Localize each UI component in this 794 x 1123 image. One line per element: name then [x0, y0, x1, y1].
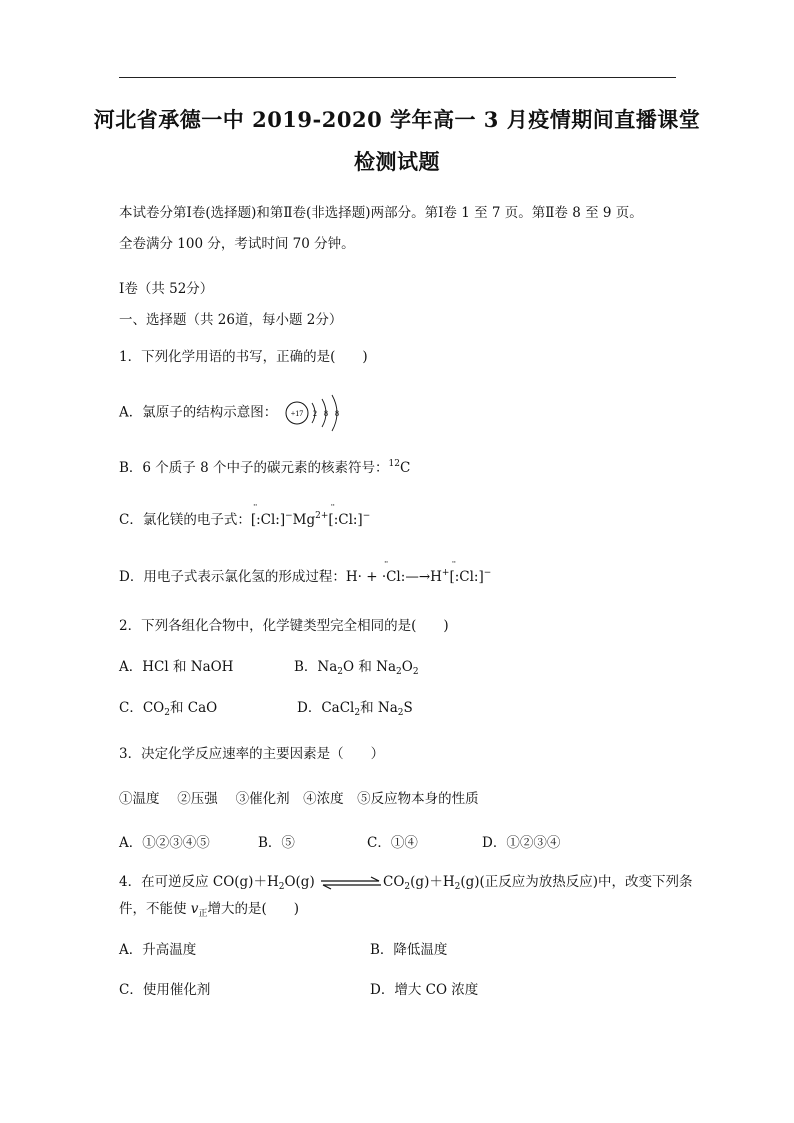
question-4-stem-line-2 [119, 897, 299, 919]
option-d-text: D．用电子式表示氯化氢的形成过程： [119, 569, 346, 585]
atom-shell-3: 8 [334, 409, 339, 418]
magnesium-symbol: Mg [292, 512, 316, 528]
stem-text: 增大的是( ) [207, 901, 299, 917]
question-2-option-b [294, 655, 419, 677]
question-3-option-a: A．①②③④⑤ [119, 835, 210, 851]
section-label: Ⅰ卷（共 52分） [119, 281, 214, 297]
subscript: 2 [337, 667, 344, 677]
velocity-symbol: v [190, 901, 199, 917]
question-2-option-a: A．HCl 和 NaOH [119, 659, 234, 675]
stem-text: 件，不能使 [119, 901, 191, 917]
atom-shell-1: 2 [312, 409, 317, 418]
question-2-option-c [119, 696, 217, 718]
charge-2plus: 2+ [315, 511, 329, 521]
stem-text: CO [383, 874, 405, 890]
question-4-option-a: A．升高温度 [119, 942, 197, 958]
charge-plus: + [441, 568, 450, 578]
option-c-text: C．氯化镁的电子式： [119, 512, 251, 528]
stem-text: (g)(正反应为放热反应)中，改变下列条 [460, 874, 693, 890]
charge-minus: − [483, 568, 492, 578]
charge-minus-1: − [285, 511, 293, 521]
option-text: C．CO [119, 700, 165, 716]
question-1-option-c [119, 508, 370, 528]
question-2-stem: 2．下列各组化合物中，化学键类型完全相同的是( ) [119, 618, 449, 634]
question-4-stem-line-1 [119, 870, 693, 892]
question-3-option-c: C．①④ [367, 835, 418, 851]
question-1-stem: 1．下列化学用语的书写，正确的是( ) [119, 349, 368, 365]
question-1-option-d [119, 565, 491, 585]
option-text: 和 CaO [169, 700, 218, 716]
subscript: 2 [412, 667, 419, 677]
charge-minus-2: − [362, 511, 371, 521]
question-1-option-b [119, 456, 410, 476]
question-4-option-c: C．使用催化剂 [119, 982, 211, 998]
page-title-line2: 检测试题 [354, 149, 440, 174]
stem-text: (g)＋H [410, 874, 455, 890]
isotope-symbol: C [399, 460, 411, 476]
question-2-option-d [297, 696, 413, 718]
subscript: 2 [396, 667, 402, 677]
intro-line-2: 全卷满分 100 分，考试时间 70 分钟。 [119, 236, 355, 252]
question-4-option-d: D．增大 CO 浓度 [370, 982, 479, 998]
hydrogen-ion: H [430, 569, 442, 585]
reaction-arrow: —→ [405, 569, 431, 585]
subscript: 2 [397, 708, 404, 718]
header-rule [119, 77, 676, 78]
subscript: 2 [278, 882, 285, 892]
chloride-ion-right: ·· [:Cl:] [328, 512, 362, 528]
stem-text: 4．在可逆反应 CO(g)＋H [119, 874, 279, 890]
isotope-mass-number: 12 [388, 459, 400, 469]
chloride-ion-left: ·· [:Cl:] [251, 512, 285, 528]
plus-sign: + [361, 569, 382, 585]
question-3-stem: 3．决定化学反应速率的主要因素是（ ） [119, 746, 385, 762]
atom-nucleus-label: +17 [290, 409, 303, 418]
chlorine-atom: ·· ·Cl: [382, 569, 406, 585]
question-3-option-d: D．①②③④ [482, 835, 561, 851]
question-4-option-b: B．降低温度 [370, 942, 448, 958]
option-text: 和 Na [360, 700, 398, 716]
subscript: 正 [198, 909, 208, 919]
question-1-option-a [119, 393, 350, 433]
atom-structure-diagram [284, 393, 350, 433]
subscript: 2 [164, 708, 170, 718]
subscript: 2 [404, 882, 411, 892]
option-a-text: A．氯原子的结构示意图： [119, 404, 278, 421]
option-text: S [403, 700, 413, 716]
stem-text: O(g) [284, 874, 315, 890]
page-title: 河北省承德一中 2019-2020 学年高一 3 月疫情期间直播课堂 [93, 107, 701, 132]
atom-shell-2: 8 [323, 409, 328, 418]
subscript: 2 [454, 882, 461, 892]
reversible-reaction-arrow-icon [319, 876, 383, 890]
option-text: O 和 Na [343, 659, 397, 675]
subscript: 2 [354, 708, 361, 718]
part-label: 一、选择题（共 26道，每小题 2分） [119, 312, 343, 328]
option-text: B．Na [294, 659, 338, 675]
question-3-factors: ①温度 ②压强 ③催化剂 ④浓度 ⑤反应物本身的性质 [119, 791, 479, 807]
hydrogen-atom: H· [345, 569, 362, 585]
option-text: O [401, 659, 413, 675]
intro-line-1: 本试卷分第Ⅰ卷(选择题)和第Ⅱ卷(非选择题)两部分。第Ⅰ卷 1 至 7 页。第Ⅱ卷 8 至 9 页。 [119, 205, 643, 221]
chloride-ion: ·· [:Cl:] [449, 569, 483, 585]
question-3-option-b: B．⑤ [258, 835, 295, 851]
option-b-text: B．6 个质子 8 个中子的碳元素的核素符号： [119, 460, 389, 476]
option-text: D．CaCl [297, 700, 355, 716]
